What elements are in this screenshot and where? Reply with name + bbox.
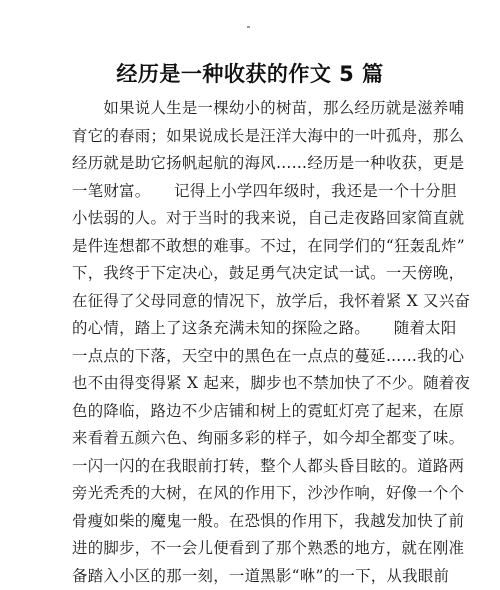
text-line: 一笔财富。 记得上小学四年级时，我还是一个十分胆 xyxy=(72,178,428,206)
text-line: 小怯弱的人。对于当时的我来说，自己走夜路回家简直就 xyxy=(72,205,428,233)
text-line: 经历就是助它扬帆起航的海风……经历是一种收获，更是 xyxy=(72,150,428,178)
text-line: 育它的春雨；如果说成长是汪洋大海中的一叶孤舟，那么 xyxy=(72,123,428,151)
text-line: 备踏入小区的那一刻，一道黑影“咻”的一下，从我眼前 xyxy=(72,563,428,590)
text-line: 是件连想都不敢想的难事。不过，在同学们的“狂轰乱炸” xyxy=(72,233,428,261)
text-line: 的心情，踏上了这条充满未知的探险之路。 随着太阳 xyxy=(72,315,428,343)
text-line: 也不由得变得紧 X 起来，脚步也不禁加快了不少。随着夜 xyxy=(72,370,428,398)
essay-body xyxy=(72,95,428,590)
text-line: 旁光秃秃的大树，在风的作用下，沙沙作响，好像一个个 xyxy=(72,480,428,508)
text-line: 一闪一闪的在我眼前打转，整个人都头昏目眩的。道路两 xyxy=(72,453,428,481)
text-line: 如果说人生是一棵幼小的树苗，那么经历就是滋养哺 xyxy=(72,95,428,123)
text-line: 来看着五颜六色、绚丽多彩的样子，如今却全都变了味。 xyxy=(72,425,428,453)
text-line: 骨瘦如柴的魔鬼一般。在恐惧的作用下，我越发加快了前 xyxy=(72,508,428,536)
text-line: 在征得了父母同意的情况下，放学后，我怀着紧 X 又兴奋 xyxy=(72,288,428,316)
page-top-mark xyxy=(247,26,250,28)
text-line: 一点点的下落，天空中的黑色在一点点的蔓延……我的心 xyxy=(72,343,428,371)
text-line: 进的脚步，不一会儿便看到了那个熟悉的地方，就在刚准 xyxy=(72,535,428,563)
text-line: 下，我终于下定决心，鼓足勇气决定试一试。一天傍晚， xyxy=(72,260,428,288)
text-line: 色的降临，路边不少店铺和树上的霓虹灯亮了起来，在原 xyxy=(72,398,428,426)
page-title: 经历是一种收获的作文 5 篇 xyxy=(0,58,500,88)
